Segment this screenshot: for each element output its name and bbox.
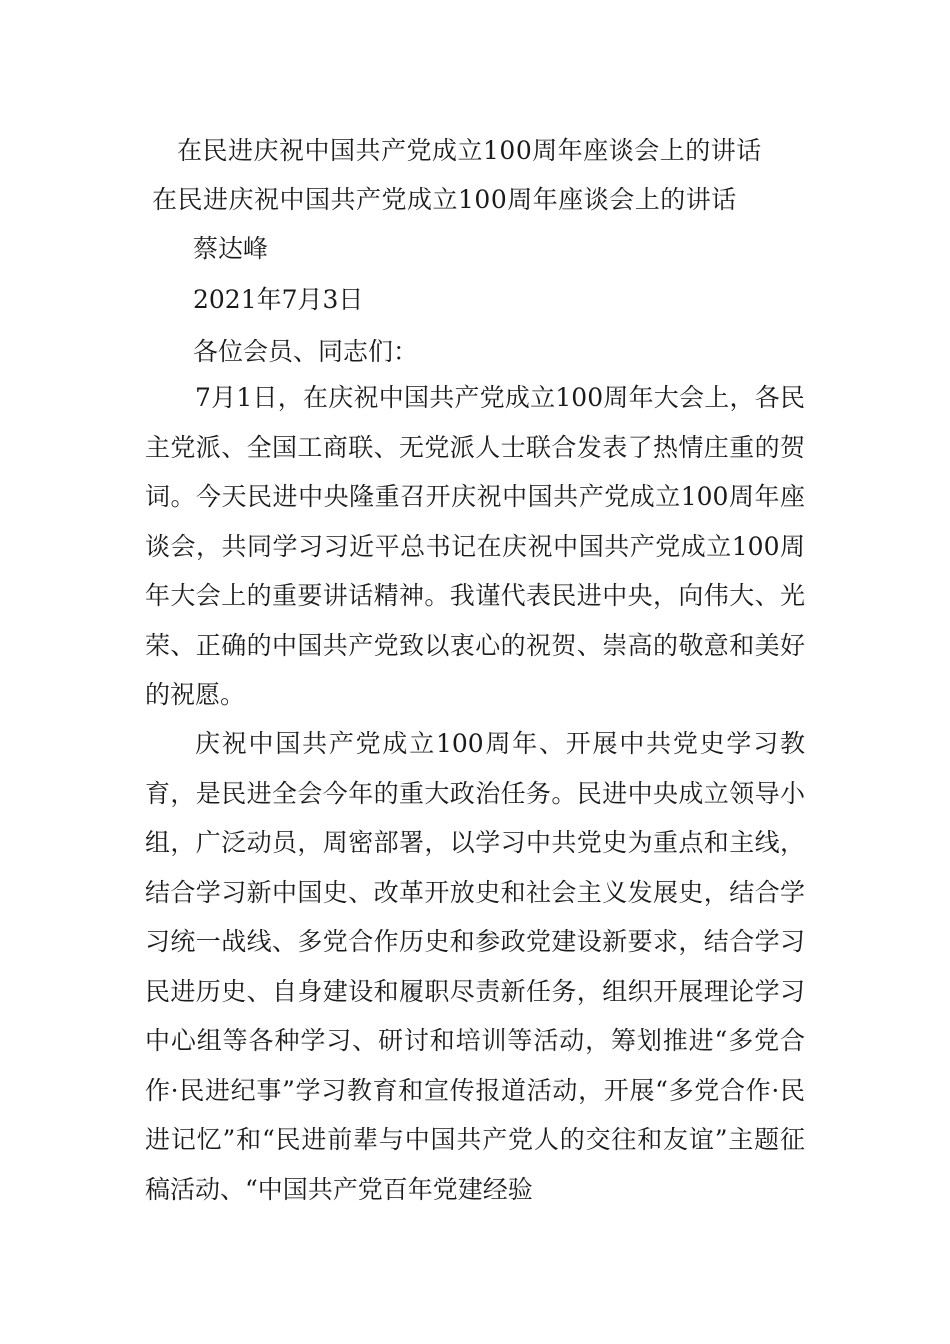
salutation: 各位会员、同志们： <box>193 337 419 366</box>
document-subtitle: 在民进庆祝中国共产党成立100周年座谈会上的讲话 <box>152 185 737 214</box>
body-paragraph: 7月1日，在庆祝中国共产党成立100周年大会上，各民主党派、全国工商联、无党派人士联合发表了热情庄重的贺词。今天民进中央隆重召开庆祝中国共产党成立100周年座谈会，共同学习习近平总书记在庆祝中国共产党成立100周年大会上的重要讲话精神。我谨代表民进中央，向伟大、光荣、正确的中国共产党致以衷心的祝贺、崇高的敬意和美好的祝愿。 <box>145 383 805 709</box>
speech-date: 2021年7月3日 <box>193 285 364 314</box>
author-name: 蔡达峰 <box>193 234 269 263</box>
body-paragraph: 庆祝中国共产党成立100周年、开展中共党史学习教育，是民进全会今年的重大政治任务。民进中央成立领导小组，广泛动员，周密部署，以学习中共党史为重点和主线，结合学习新中国史、改革开放史和社会主义发展史，结合学习统一战线、多党合作历史和参政党建设新要求，结合学习民进历史、自身建设和履职尽责新任务，组织开展理论学习中心组等各种学习、研讨和培训等活动，筹划推进“多党合作·民进纪事”学习教育和宣传报道活动，开展“多党合作·民进记忆”和“民进前辈与中国共产党人的交往和友谊”主题征稿活动、“中国共产党百年党建经验 <box>145 729 805 1204</box>
document-title: 在民进庆祝中国共产党成立100周年座谈会上的讲话 <box>177 136 762 165</box>
